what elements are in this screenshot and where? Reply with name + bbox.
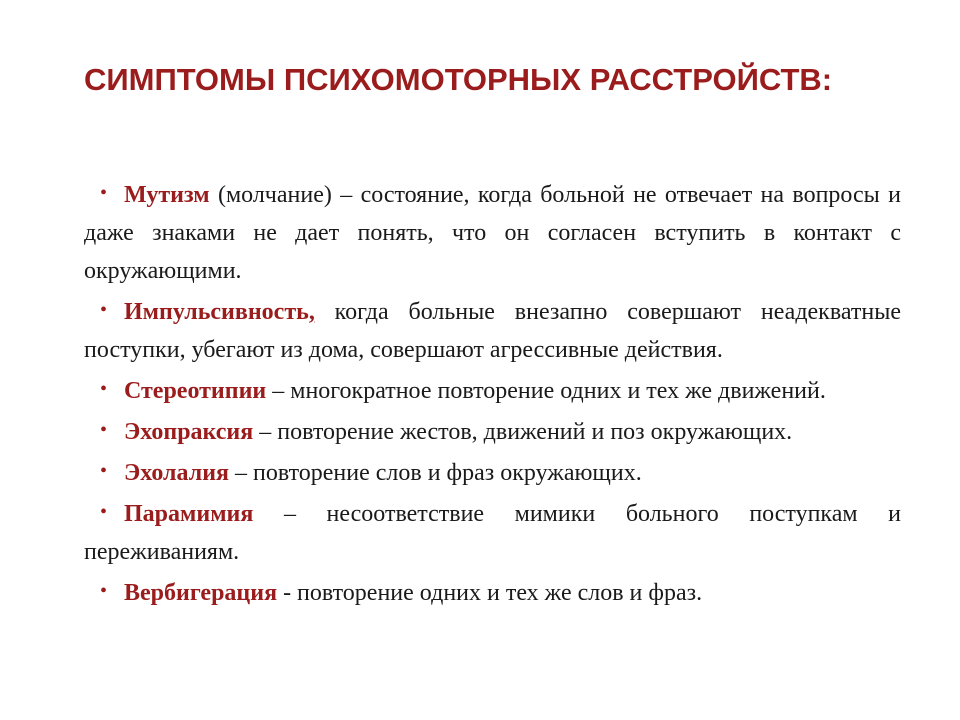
term-echolalia: Эхолалия [124,460,229,486]
list-item-stereotypy [84,372,901,410]
definition-mutism: (молчание) – состояние, когда больной не отвечает на вопросы и даже знаками не дает понять, что он согласен вступить в контакт с окружающими. [84,182,901,284]
list-item-paramimia [84,495,901,571]
bullet-icon: • [100,419,108,441]
bullet-icon: • [100,182,108,204]
term-stereotypy: Стереотипии [124,378,267,404]
term-impulsivity: Импульсивность [124,299,309,325]
bullet-icon: • [100,501,108,523]
symptom-list [84,176,901,612]
definition-stereotypy: – многократное повторение одних и тех же движений. [266,378,826,404]
term-impulsivity-comma: , [308,299,315,325]
definition-verbigeration: - повторение одних и тех же слов и фраз. [277,580,703,606]
definition-echolalia: – повторение слов и фраз окружающих. [229,460,642,486]
bullet-icon: • [100,460,108,482]
definition-paramimia: – несоответствие мимики больного поступкам и переживаниям. [84,501,901,565]
slide-title: СИМПТОМЫ ПСИХОМОТОРНЫХ РАССТРОЙСТВ: [84,62,833,97]
term-mutism: Мутизм [124,182,210,208]
term-paramimia: Парамимия [124,501,254,527]
list-item-mutism [84,176,901,290]
term-verbigeration: Вербигерация [124,580,278,606]
definition-impulsivity: когда больные внезапно совершают неадекватные поступки, убегают из дома, совершают агрессивные действия. [84,299,901,363]
list-item-impulsivity [84,293,901,369]
definition-echopraxia: – повторение жестов, движений и поз окружающих. [253,419,793,445]
bullet-icon: • [100,580,108,602]
bullet-icon: • [100,378,108,400]
bullet-icon: • [100,299,108,321]
list-item-verbigeration [84,574,901,612]
term-echopraxia: Эхопраксия [124,419,254,445]
list-item-echolalia [84,454,901,492]
list-item-echopraxia [84,413,901,451]
